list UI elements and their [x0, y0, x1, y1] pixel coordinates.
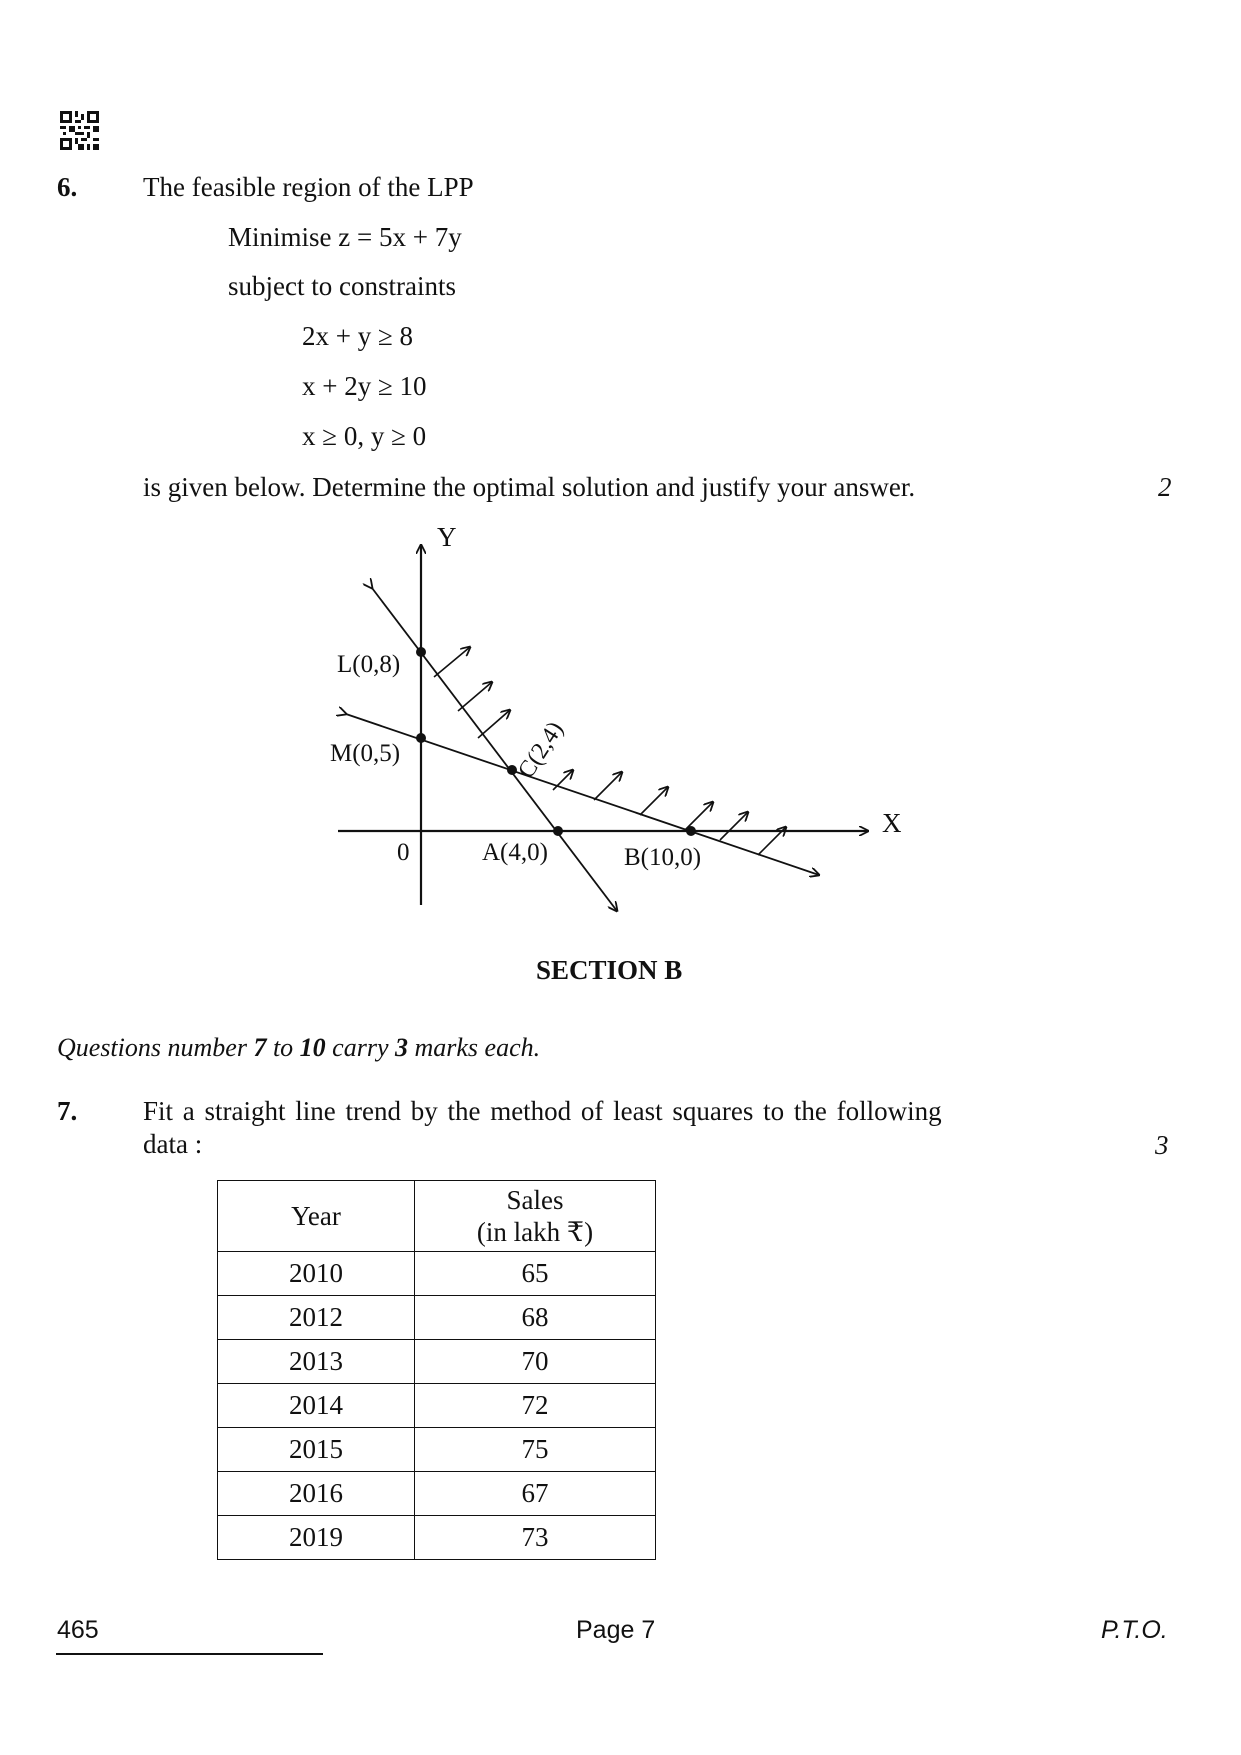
cell-sales: 75 — [415, 1428, 656, 1472]
origin-label: 0 — [397, 839, 410, 866]
cell-year: 2016 — [218, 1472, 415, 1516]
please-turn-over: P.T.O. — [1101, 1616, 1168, 1644]
cell-year: 2015 — [218, 1428, 415, 1472]
header-sales: Sales (in lakh ₹) — [415, 1181, 656, 1252]
cell-year: 2010 — [218, 1252, 415, 1296]
cell-year: 2012 — [218, 1296, 415, 1340]
point-a — [553, 826, 563, 836]
table-row — [218, 1516, 656, 1560]
question-6-subject: subject to constraints — [228, 271, 456, 301]
constraint-1: 2x + y ≥ 8 — [302, 321, 414, 351]
cell-sales: 68 — [415, 1296, 656, 1340]
question-6-intro: The feasible region of the LPP — [143, 172, 474, 202]
question-6-objective: Minimise z = 5x + 7y — [228, 222, 462, 252]
cell-year: 2019 — [218, 1516, 415, 1560]
point-c-label: C(2,4) — [513, 717, 569, 784]
lpp-graph — [320, 520, 920, 920]
table-row — [218, 1384, 656, 1428]
point-b — [686, 826, 696, 836]
question-7-text-line1: Fit a straight line trend by the method of least squares to the following — [143, 1096, 942, 1126]
x-axis-label: X — [882, 808, 902, 838]
point-m-label: M(0,5) — [330, 740, 401, 767]
table-row — [218, 1472, 656, 1516]
cell-year: 2014 — [218, 1384, 415, 1428]
y-axis-label: Y — [437, 522, 457, 552]
section-instruction: Questions number 7 to 10 carry 3 marks each. — [57, 1033, 541, 1062]
cell-sales: 65 — [415, 1252, 656, 1296]
point-l — [416, 647, 426, 657]
question-6-number: 6. — [57, 172, 78, 202]
header-year: Year — [218, 1181, 415, 1252]
footer-divider — [56, 1653, 323, 1655]
cell-sales: 72 — [415, 1384, 656, 1428]
point-m — [416, 733, 426, 743]
table-row — [218, 1296, 656, 1340]
question-6-closing: is given below. Determine the optimal solution and justify your answer. — [143, 472, 916, 502]
table-row — [218, 1428, 656, 1472]
point-a-label: A(4,0) — [482, 839, 548, 866]
paper-code: 465 — [57, 1616, 99, 1644]
constraint-2: x + 2y ≥ 10 — [302, 371, 427, 401]
table-header-row — [218, 1181, 656, 1252]
question-7-text-line2: data : — [143, 1129, 203, 1159]
constraint-3: x ≥ 0, y ≥ 0 — [302, 421, 427, 451]
cell-sales: 73 — [415, 1516, 656, 1560]
sales-table — [217, 1180, 656, 1560]
question-6-marks: 2 — [1158, 472, 1172, 502]
section-title: SECTION B — [536, 955, 683, 985]
point-l-label: L(0,8) — [337, 651, 401, 678]
point-b-label: B(10,0) — [624, 844, 702, 871]
table-row — [218, 1340, 656, 1384]
cell-sales: 70 — [415, 1340, 656, 1384]
page-number: Page 7 — [576, 1616, 656, 1644]
table-row — [218, 1252, 656, 1296]
cell-year: 2013 — [218, 1340, 415, 1384]
cell-sales: 67 — [415, 1472, 656, 1516]
qr-code-icon — [60, 111, 99, 150]
feasible-region-arrows — [434, 647, 786, 855]
question-7-marks: 3 — [1155, 1130, 1169, 1160]
question-7-number: 7. — [57, 1096, 78, 1126]
